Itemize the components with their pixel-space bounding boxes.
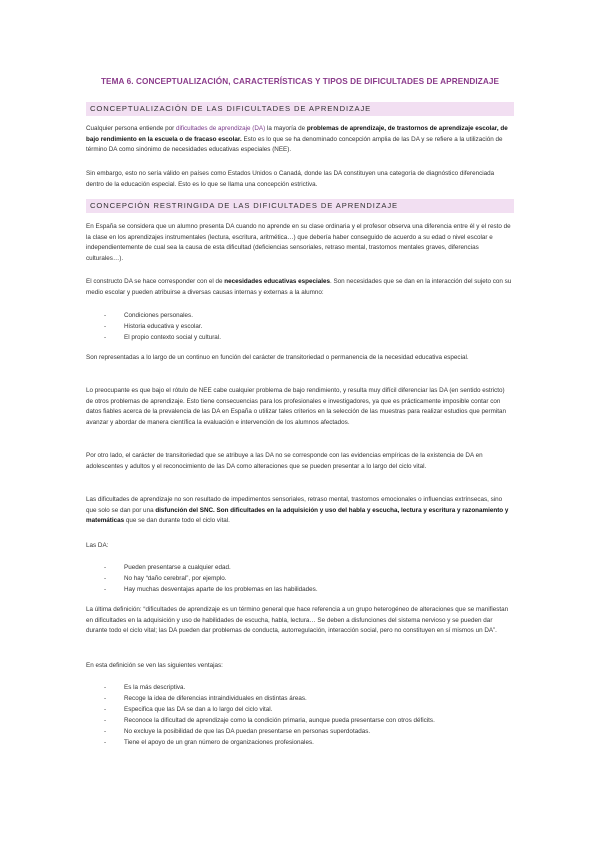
paragraph: Por otro lado, el carácter de transitoriedad que se atribuye a las DA no se corresponde con las evidencias empíricas de la existencia de DA en adolescentes y adultos y el reconocimiento de las DA como alteraciones que se pueden presentar a lo largo del ciclo vital. [86, 452, 483, 470]
list-item: - Especifica que las DA se dan a lo largo del ciclo vital. [104, 706, 273, 713]
paragraph: En esta definición se ven las siguientes ventajas: [86, 662, 223, 669]
list-item: - No excluye la posibilidad de que las DA puedan presentarse en personas superdotadas. [104, 728, 371, 735]
paragraph: Las dificultades de aprendizaje no son resultado de impedimentos sensoriales, retraso mental, trastornos emocionales o influencias extrínsecas, sino que solo se dan por una disfunción del SNC. Son dificultades en la adquisición y uso del habla y escucha, lectura y escritura y razonamiento y matemáticas que se dan durante todo el ciclo vital. [86, 496, 509, 525]
list-item: - No hay “daño cerebral”, por ejemplo. [104, 575, 227, 582]
list-item: - Reconoce la dificultad de aprendizaje como la condición primaria, aunque pueda presentarse con otros déficits. [104, 717, 435, 724]
paragraph: Sin embargo, esto no sería válido en países como Estados Unidos o Canadá, donde las DA constituyen una categoría de diagnóstico diferenciada dentro de la educación especial. Esto es lo que se llama una concepción estrictiva. [86, 170, 495, 188]
list-item: - Recoge la idea de diferencias intraindividuales en distintas áreas. [104, 695, 307, 702]
document-title: TEMA 6. CONCEPTUALIZACIÓN, CARACTERÍSTICAS Y TIPOS DE DIFICULTADES DE APRENDIZAJE [100, 77, 500, 86]
list-item: - Tiene el apoyo de un gran número de organizaciones profesionales. [104, 739, 314, 746]
section-heading-conceptualizacion: CONCEPTUALIZACIÓN DE LAS DIFICULTADES DE APRENDIZAJE [86, 102, 514, 116]
paragraph: La última definición: “dificultades de aprendizaje es un término general que hace referencia a un grupo heterogéneo de alteraciones que se manifiestan en dificultades en la adquisición y uso de habilidades de escucha, habla, lectura… Se deben a disfunciones del sistema nervioso y se pueden dar durante todo el ciclo vital; las DA pueden dar problemas de conducta, autorregulación, interacción social, pero no constituyen en sí mismos un DA”. [86, 606, 509, 635]
list-item: - Es la más descriptiva. [104, 684, 186, 691]
paragraph: El constructo DA se hace corresponder con el de necesidades educativas especiales. Son necesidades que se dan en la interacción del sujeto con su medio escolar y pueden atribuirse a diversas causas internas y externas a la alumno: [86, 278, 512, 296]
list-item: - Pueden presentarse a cualquier edad. [104, 564, 231, 571]
list-item: - El propio contexto social y cultural. [104, 334, 221, 341]
paragraph: Cualquier persona entiende por dificultades de aprendizaje (DA) la mayoría de problemas de aprendizaje, de trastornos de aprendizaje escolar, de bajo rendimiento en la escuela o de fracaso escolar. Esto es lo que se ha denominado concepción amplia de las DA y se refiere a la utilización de término DA como sinónimo de necesidades educativas especiales (NEE). [86, 125, 508, 154]
paragraph: En España se considera que un alumno presenta DA cuando no aprende en su clase ordinaria y el profesor observa una diferencia entre él y el resto de la clase en los aprendizajes instrumentales (lectura, escritura, aritmética…) que debería haber conseguido de acuerdo a su edad o nivel escolar e independientemente de cual sea la causa de esta dificultad (deficiencias sensoriales, retraso mental, trastornos mentales graves, diferencias culturales…). [86, 223, 511, 262]
paragraph: Las DA: [86, 542, 109, 549]
list-item: - Historia educativa y escolar. [104, 323, 203, 330]
list-item: - Condiciones personales. [104, 312, 193, 319]
list-item: - Hay muchas desventajas aparte de los problemas en las habilidades. [104, 586, 318, 593]
paragraph: Lo preocupante es que bajo el rótulo de NEE cabe cualquier problema de bajo rendimiento, y resulta muy difícil diferenciar las DA (en sentido estricto) de otros problemas de aprendizaje. Esto tiene consecuencias para los profesionales e investigadores, ya que es prácticamente imposible contar con datos fiables acerca de la prevalencia de las DA en España o utilizar tales criterios en la selección de las muestras para realizar estudios que permitan avanzar y abordar de manera científica la evaluación e intervención de los alumnos afectados. [86, 387, 507, 426]
section-heading-concepcion-restringida: CONCEPCIÓN RESTRINGIDA DE LAS DIFICULTADES DE APRENDIZAJE [86, 199, 514, 213]
paragraph: Son representadas a lo largo de un continuo en función del carácter de transitoriedad o permanencia de la necesidad educativa especial. [86, 354, 469, 361]
highlight-term: dificultades de aprendizaje (DA) [175, 125, 266, 132]
